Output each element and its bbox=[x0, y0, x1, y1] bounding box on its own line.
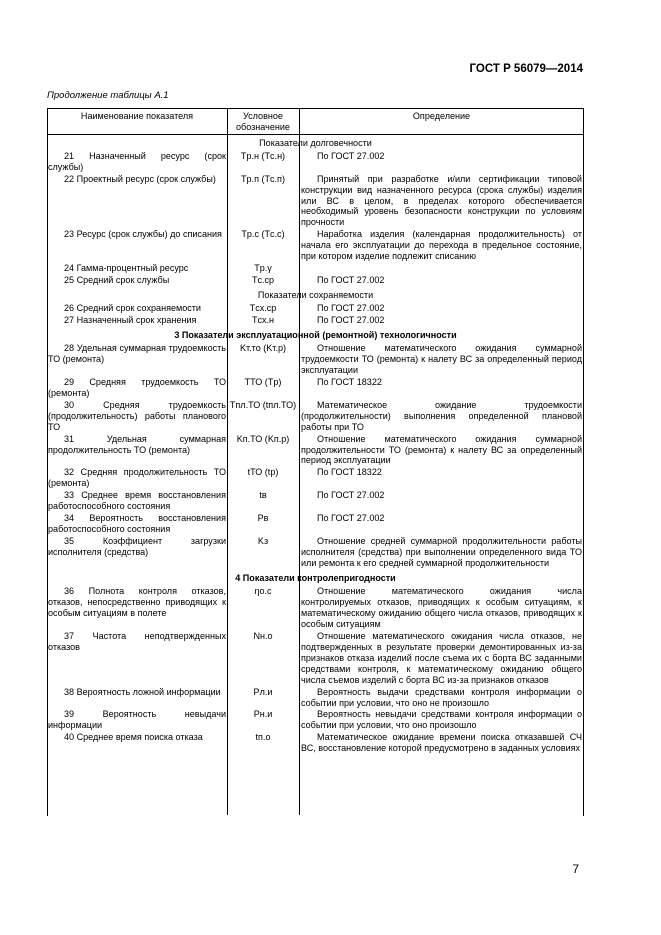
indicator-name: 39 Вероятность невыдачи информации bbox=[48, 709, 226, 731]
indicator-symbol: Tсх.н bbox=[251, 314, 275, 325]
indicator-definition: Наработка изделия (календарная продолжительность) от начала его эксплуатации до перехода в предельное состояние, при котором изделие подлежит списанию bbox=[301, 229, 582, 262]
indicator-definition: Вероятность невыдачи средствами контроля информации о событии при условии, что оно произошло bbox=[301, 709, 582, 731]
indicator-definition: Отношение математического ожидания суммарной продолжительности ТО (ремонта) к налету ВС за определенный период эксплуатации bbox=[301, 433, 582, 466]
indicator-name: 30 Средняя трудоемкость (продолжительность) работы планового ТО bbox=[48, 399, 226, 432]
table-row bbox=[47, 536, 584, 569]
page-number: 7 bbox=[572, 862, 579, 876]
indicator-table bbox=[47, 108, 584, 755]
table-row bbox=[47, 377, 584, 399]
indicator-symbol: tТО (tр) bbox=[247, 467, 279, 478]
indicator-name: 22 Проектный ресурс (срок службы) bbox=[64, 173, 216, 184]
indicator-definition: Принятый при разработке и/или сертификации типовой конструкции вид назначенного ресурса (срока службы) изделия или ВС в целом, в пределах которого обеспечивается необходимый уровень безопасности конструкции по условиям прочности bbox=[301, 173, 582, 228]
table-row bbox=[47, 467, 584, 489]
table-row bbox=[47, 151, 584, 173]
indicator-symbol: Tр.н (Tс.н) bbox=[240, 150, 286, 161]
indicator-symbol: Tсх.ср bbox=[249, 302, 277, 313]
indicator-definition: Отношение математического ожидания числа отказов, не подтвержденных в результате проверки демонтированных из-за признаков отказа изделий после съема их с борта ВС заданными средствами контроля, к математическому ожиданию общего числа съемов изделий с борта ВС из-за признаков отказов bbox=[301, 631, 582, 685]
header-symbol: Условное обозначение bbox=[236, 111, 290, 132]
table-row bbox=[47, 303, 584, 314]
indicator-symbol: Kт.то (Kт.р) bbox=[239, 343, 287, 354]
indicator-definition: По ГОСТ 18322 bbox=[317, 467, 382, 478]
indicator-symbol: tп.о bbox=[255, 732, 271, 743]
indicator-name: 34 Вероятность восстановления работоспособного состояния bbox=[48, 513, 226, 534]
indicator-symbol: Tр.с (Tс.с) bbox=[241, 229, 285, 240]
table-caption: Продолжение таблицы А.1 bbox=[47, 90, 169, 101]
indicator-definition: Вероятность выдачи средствами контроля информации о событии при условии, что оно не произошло bbox=[301, 686, 582, 708]
indicator-name: 24 Гамма-процентный ресурс bbox=[64, 262, 189, 273]
indicator-symbol: Pн.и bbox=[253, 709, 273, 720]
indicator-symbol: Kп.ТО (Kп.р) bbox=[236, 433, 290, 444]
indicator-symbol: Tр.п (Tс.п) bbox=[241, 173, 285, 184]
indicator-definition: По ГОСТ 27.002 bbox=[317, 150, 385, 161]
section-title: 3 Показатели эксплуатационной (ремонтной) технологичности bbox=[174, 329, 457, 340]
indicator-symbol: Pв bbox=[257, 513, 269, 523]
indicator-name: 32 Средняя продолжительность ТО (ремонта) bbox=[48, 467, 226, 489]
table-row bbox=[47, 732, 584, 754]
indicator-symbol: ηо.с bbox=[254, 586, 272, 597]
table-header-row bbox=[47, 108, 584, 135]
table-row bbox=[47, 709, 584, 731]
indicator-name: 38 Вероятность ложной информации bbox=[64, 686, 221, 697]
indicator-symbol: tв bbox=[259, 490, 267, 501]
standard-header: ГОСТ Р 56079—2014 bbox=[469, 63, 583, 75]
indicator-symbol: Tр.γ bbox=[254, 262, 272, 273]
indicator-definition: По ГОСТ 18322 bbox=[317, 377, 382, 388]
indicator-definition: Отношение математического ожидания суммарной трудоемкости ТО (ремонта) к налету ВС за определенный период эксплуатации bbox=[301, 343, 582, 376]
indicator-symbol: Tс.ср bbox=[251, 274, 275, 285]
indicator-definition: Отношение средней суммарной продолжительности работы исполнителя (средства) при выполнении определенного вида ТО или ремонта к его средней суммарной продолжительности bbox=[301, 535, 582, 568]
indicator-name: 36 Полнота контроля отказов, отказов, непосредственно приводящих к особым ситуациям в полете bbox=[48, 586, 226, 619]
indicator-definition: По ГОСТ 27.002 bbox=[317, 490, 385, 501]
indicator-symbol: Nн.о bbox=[253, 631, 273, 642]
table-row bbox=[47, 174, 584, 229]
table-row bbox=[47, 631, 584, 686]
section-title: Показатели долговечности bbox=[259, 138, 372, 148]
indicator-name: 37 Частота неподтвержденных отказов bbox=[48, 631, 226, 652]
indicator-name: 28 Удельная суммарная трудоемкость ТО (ремонта) bbox=[48, 343, 226, 365]
indicator-definition: Математическое ожидание времени поиска отказавшей СЧ ВС, восстановление которой предусмотрено в заданных условиях bbox=[301, 732, 582, 754]
indicator-definition: По ГОСТ 27.002 bbox=[317, 302, 385, 313]
indicator-definition bbox=[299, 263, 584, 274]
section-title: 4 Показатели контролепригодности bbox=[235, 572, 396, 583]
table-row bbox=[47, 275, 584, 286]
indicator-symbol: Tпл.ТО (tпл.ТО) bbox=[229, 399, 297, 410]
indicator-definition: Математическое ожидание трудоемкости (продолжительности) выполнения определенной плановой работы при ТО bbox=[301, 399, 582, 432]
indicator-name: 21 Назначенный ресурс (срок службы) bbox=[48, 150, 226, 172]
indicator-name: 25 Средний срок службы bbox=[64, 274, 170, 285]
table-row bbox=[47, 490, 584, 512]
table-row bbox=[47, 263, 584, 274]
indicator-definition: По ГОСТ 27.002 bbox=[317, 513, 385, 523]
header-indicator-name: Наименование показателя bbox=[80, 111, 194, 121]
indicator-name: 23 Ресурс (срок службы) до списания bbox=[64, 229, 222, 240]
table-body bbox=[47, 135, 584, 754]
indicator-definition: Отношение математического ожидания числа контролируемых отказов, приводящих к особым ситуациям, к математическому ожиданию общего числа отказов, приводящих к особым ситуациям bbox=[301, 586, 582, 630]
table-row bbox=[47, 434, 584, 467]
indicator-symbol: TТО (Tр) bbox=[244, 377, 282, 388]
indicator-name: 40 Среднее время поиска отказа bbox=[64, 732, 203, 743]
indicator-definition: По ГОСТ 27.002 bbox=[317, 314, 385, 325]
indicator-name: 27 Назначенный срок хранения bbox=[64, 314, 197, 325]
indicator-name: 29 Средняя трудоемкость ТО (ремонта) bbox=[48, 377, 226, 399]
table-row bbox=[47, 687, 584, 709]
table-row bbox=[47, 315, 584, 326]
indicator-name: 35 Коэффициент загрузки исполнителя (средства) bbox=[48, 535, 226, 557]
table-row bbox=[47, 513, 584, 535]
table-row bbox=[47, 229, 584, 262]
indicator-definition: По ГОСТ 27.002 bbox=[317, 274, 385, 285]
header-definition: Определение bbox=[412, 111, 471, 121]
table-row bbox=[47, 343, 584, 376]
table-row bbox=[47, 400, 584, 433]
indicator-name: 33 Среднее время восстановления работоспособного состояния bbox=[48, 490, 226, 512]
section-title: Показатели сохраняемости bbox=[257, 289, 374, 300]
table-row bbox=[47, 586, 584, 630]
indicator-name: 26 Средний срок сохраняемости bbox=[64, 302, 201, 313]
indicator-symbol: Pл.и bbox=[253, 686, 273, 697]
indicator-symbol: Kз bbox=[257, 535, 269, 546]
indicator-name: 31 Удельная суммарная продолжительность ТО (ремонта) bbox=[48, 433, 226, 455]
